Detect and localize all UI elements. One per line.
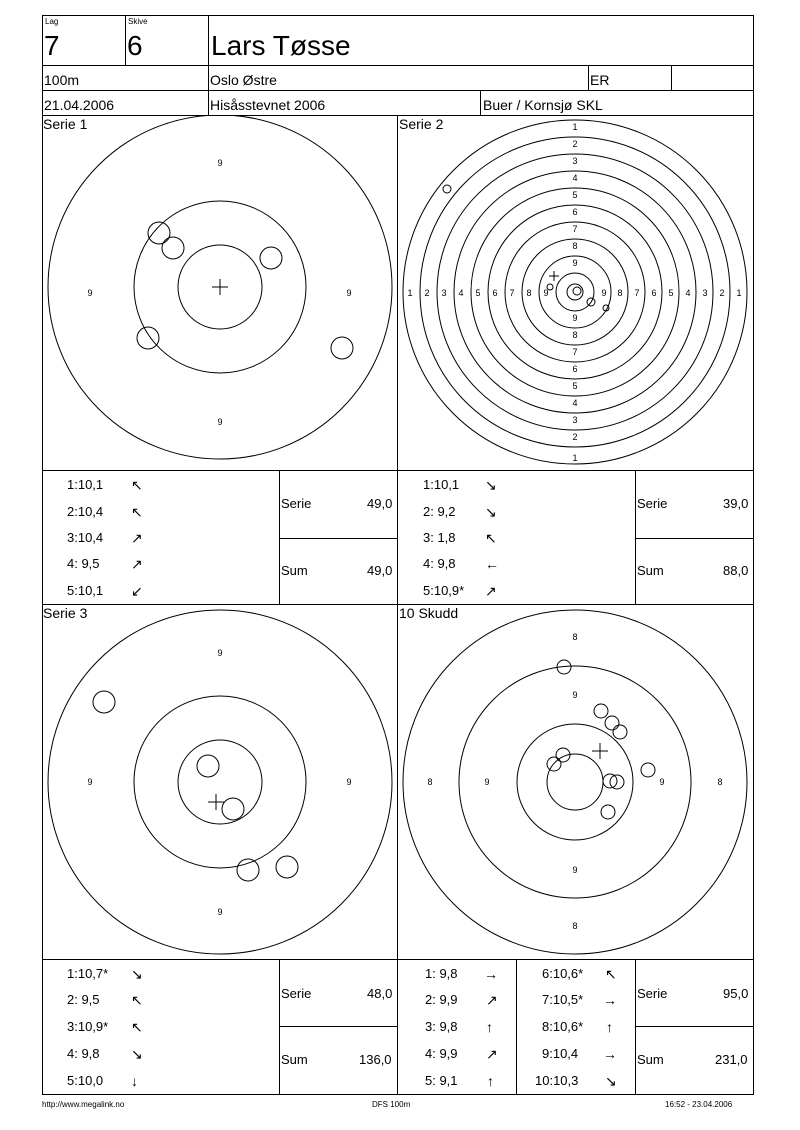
serie1-title: Serie 1 (43, 116, 88, 132)
shot-score: 8:10,6* (542, 1019, 584, 1034)
skive-label: Skive (128, 17, 148, 26)
ring-label: 9 (659, 777, 665, 787)
shot-hole (197, 755, 219, 777)
ring-label: 6 (492, 288, 498, 298)
footer-timestamp: 16:52 - 23.04.2006 (665, 1100, 733, 1109)
ring-label: 7 (634, 288, 640, 298)
ring-label: 1 (736, 288, 742, 298)
shot-hole (641, 763, 655, 777)
ring-label: 9 (217, 648, 223, 658)
ring-label: 2 (719, 288, 725, 298)
ring-label: 9 (572, 690, 578, 700)
direction-arrow-icon: ↖ (605, 966, 617, 982)
sum-value: 49,0 (367, 563, 393, 578)
direction-arrow-icon: ↑ (487, 1073, 494, 1089)
shot-score: 2: 9,5 (67, 992, 100, 1007)
ring-label: 4 (458, 288, 464, 298)
ring-label: 9 (346, 288, 352, 298)
ring-label: 8 (717, 777, 723, 787)
location: Buer / Kornsjø SKL (483, 97, 603, 113)
shot-score: 4: 9,8 (423, 556, 456, 571)
ring-label: 9 (217, 417, 223, 427)
serie-label: Serie (637, 986, 668, 1001)
direction-arrow-icon: ← (485, 556, 499, 572)
sum-label: Sum (637, 1052, 664, 1067)
ring-label: 4 (572, 398, 578, 408)
ring-label: 9 (217, 158, 223, 168)
lag-value: 7 (44, 30, 60, 61)
footer-url[interactable]: http://www.megalink.no (42, 1100, 125, 1109)
shot-score: 3:10,9* (67, 1019, 109, 1034)
ring-label: 1 (407, 288, 413, 298)
ring-label: 9 (572, 865, 578, 875)
shooter-name: Lars Tøsse (211, 30, 351, 61)
sum-label: Sum (281, 1052, 308, 1067)
shot-score: 9:10,4 (542, 1046, 579, 1061)
skudd10-target (398, 605, 753, 959)
shot-score: 1: 9,8 (425, 966, 458, 981)
shot-score: 3: 1,8 (423, 530, 456, 545)
direction-arrow-icon: → (484, 966, 498, 982)
ring-label: 3 (572, 415, 578, 425)
shot-score: 5:10,1 (67, 583, 104, 598)
ring-label: 8 (526, 288, 532, 298)
shot-score: 2: 9,9 (425, 992, 458, 1007)
ring-label: 4 (685, 288, 691, 298)
ring-label: 1 (572, 122, 578, 132)
ring-label: 3 (572, 156, 578, 166)
direction-arrow-icon: ↗ (131, 530, 143, 546)
ring-label: 6 (572, 207, 578, 217)
direction-arrow-icon: ↘ (131, 1046, 143, 1062)
ring-label: 7 (572, 347, 578, 357)
sum-value: 231,0 (715, 1052, 748, 1067)
direction-arrow-icon: ↖ (131, 477, 143, 493)
serie-value: 48,0 (367, 986, 393, 1001)
direction-arrow-icon: ↙ (131, 583, 143, 599)
direction-arrow-icon: ↑ (606, 1019, 613, 1035)
ring-label: 3 (441, 288, 447, 298)
direction-arrow-icon: ↑ (486, 1019, 493, 1035)
ring-label: 9 (87, 777, 93, 787)
shot-score: 1:10,1 (67, 477, 104, 492)
direction-arrow-icon: → (603, 1046, 617, 1062)
sum-value: 136,0 (359, 1052, 392, 1067)
direction-arrow-icon: ↘ (605, 1073, 617, 1089)
event-name: Hisåsstevnet 2006 (210, 97, 326, 113)
ring-label: 7 (572, 224, 578, 234)
direction-arrow-icon: ↘ (485, 504, 497, 520)
serie3-target (43, 605, 397, 959)
ring-label: 5 (572, 190, 578, 200)
shot-score: 10:10,3 (535, 1073, 579, 1088)
direction-arrow-icon: ↓ (131, 1073, 138, 1089)
serie-label: Serie (637, 496, 668, 511)
shot-hole (260, 247, 282, 269)
shot-hole (605, 716, 619, 730)
ring-label: 8 (572, 330, 578, 340)
ring-label: 9 (484, 777, 490, 787)
footer-system: DFS 100m (372, 1100, 411, 1109)
shot-score: 5:10,0 (67, 1073, 104, 1088)
club: Oslo Østre (210, 72, 277, 88)
shot-score: 1:10,7* (67, 966, 109, 981)
shot-score: 4: 9,5 (67, 556, 100, 571)
ring-label: 6 (651, 288, 657, 298)
shot-score: 6:10,6* (542, 966, 584, 981)
serie1-target (43, 116, 397, 470)
shot-hole (162, 237, 184, 259)
ring-label: 8 (572, 632, 578, 642)
direction-arrow-icon: → (603, 992, 617, 1008)
shot-hole (331, 337, 353, 359)
ring-label: 8 (572, 241, 578, 251)
ring-label: 5 (475, 288, 481, 298)
ring-numbers (407, 122, 741, 463)
ring-label: 8 (617, 288, 623, 298)
ring-label: 9 (87, 288, 93, 298)
shot-score: 2: 9,2 (423, 504, 456, 519)
ring-label: 9 (543, 288, 549, 298)
shot-hole (573, 287, 581, 295)
ring-label: 4 (572, 173, 578, 183)
shot-score: 4: 9,8 (67, 1046, 100, 1061)
shot-score: 1:10,1 (423, 477, 460, 492)
ring-label: 2 (424, 288, 430, 298)
serie2-title: Serie 2 (399, 116, 444, 132)
direction-arrow-icon: ↖ (131, 992, 143, 1008)
ring-label: 6 (572, 364, 578, 374)
shot-hole (222, 798, 244, 820)
ring-label: 5 (668, 288, 674, 298)
serie-value: 39,0 (723, 496, 749, 511)
ring-label: 5 (572, 381, 578, 391)
distance: 100m (44, 72, 80, 88)
shot-score: 5: 9,1 (425, 1073, 458, 1088)
serie3-title: Serie 3 (43, 605, 88, 621)
ring-label: 9 (217, 907, 223, 917)
direction-arrow-icon: ↗ (131, 556, 143, 572)
serie-value: 49,0 (367, 496, 393, 511)
direction-arrow-icon: ↗ (486, 992, 498, 1008)
skive-value: 6 (127, 30, 143, 61)
serie2-target (398, 116, 753, 470)
lag-label: Lag (45, 17, 59, 26)
direction-arrow-icon: ↖ (131, 504, 143, 520)
ring-label: 2 (572, 432, 578, 442)
shot-score: 3:10,4 (67, 530, 104, 545)
ring-label: 1 (572, 453, 578, 463)
serie-label: Serie (281, 496, 312, 511)
serie-label: Serie (281, 986, 312, 1001)
ring-label: 9 (572, 258, 578, 268)
sum-value: 88,0 (723, 563, 749, 578)
shot-hole (148, 222, 170, 244)
direction-arrow-icon: ↗ (486, 1046, 498, 1062)
shooter-class: ER (590, 72, 610, 88)
direction-arrow-icon: ↘ (131, 966, 143, 982)
shot-score: 5:10,9* (423, 583, 465, 598)
shot-hole (276, 856, 298, 878)
ring-label: 9 (572, 313, 578, 323)
ring-label: 9 (601, 288, 607, 298)
shot-score: 7:10,5* (542, 992, 584, 1007)
ring-label: 7 (509, 288, 515, 298)
shot-hole (237, 859, 259, 881)
date: 21.04.2006 (44, 97, 115, 113)
shot-hole (443, 185, 451, 193)
direction-arrow-icon: ↖ (485, 530, 497, 546)
sum-label: Sum (637, 563, 664, 578)
skudd10-title: 10 Skudd (399, 605, 459, 621)
shot-hole (594, 704, 608, 718)
shot-hole (613, 725, 627, 739)
ring-label: 3 (702, 288, 708, 298)
direction-arrow-icon: ↖ (131, 1019, 143, 1035)
direction-arrow-icon: ↘ (485, 477, 497, 493)
shot-hole (93, 691, 115, 713)
serie-value: 95,0 (723, 986, 749, 1001)
ring-label: 8 (572, 921, 578, 931)
ring-label: 8 (427, 777, 433, 787)
ring-label: 9 (346, 777, 352, 787)
shot-score: 4: 9,9 (425, 1046, 458, 1061)
ring-label: 2 (572, 139, 578, 149)
direction-arrow-icon: ↗ (485, 583, 497, 599)
sum-label: Sum (281, 563, 308, 578)
shot-score: 2:10,4 (67, 504, 104, 519)
shot-hole (137, 327, 159, 349)
shot-score: 3: 9,8 (425, 1019, 458, 1034)
shot-hole (601, 805, 615, 819)
